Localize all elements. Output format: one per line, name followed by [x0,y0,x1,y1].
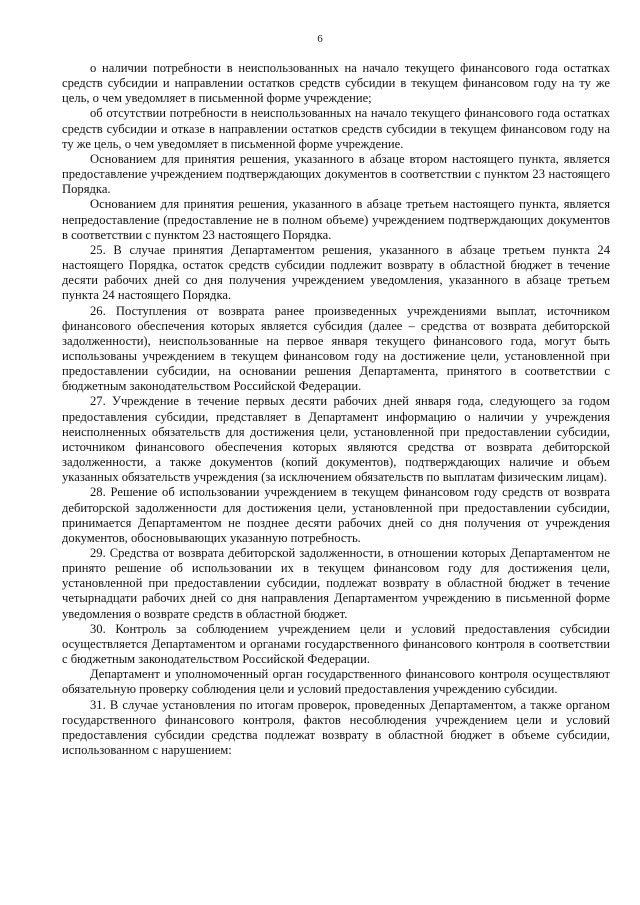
paragraph-notice-no-need: об отсутствии потребности в неиспользованных на начало текущего финансового года остатках средств субсидии и отказе в направлении остатков средств субсидии в текущем финансовом году на ту же цель, о чем уведомляет в письменной форме учреждение. [62,106,610,151]
paragraph-item-25: 25. В случае принятия Департаментом решения, указанного в абзаце третьем пункта 24 настоящего Порядка, остаток средств субсидии подлежит возврату в областной бюджет в течение десяти рабочих дней со дня получения учреждением уведомления, указанного в абзаце третьем пункта 24 настоящего Порядка. [62,242,610,303]
document-body [62,61,610,758]
paragraph-item-31: 31. В случае установления по итогам проверок, проведенных Департаментом, а также органом государственного финансового контроля, фактов несоблюдения учреждением цели и условий предоставления субсидии средства подлежат возврату в областной бюджет в объеме субсидии, использованном с нарушением: [62,697,610,758]
paragraph-notice-need: о наличии потребности в неиспользованных на начало текущего финансового года остатках средств субсидии и направлении остатков средств субсидии в текущем финансовом году на ту же цель, о чем уведомляет в письменной форме учреждение; [62,61,610,106]
paragraph-item-26: 26. Поступления от возврата ранее произведенных учреждениями выплат, источником финансового обеспечения которых является субсидия (далее – средства от возврата дебиторской задолженности), неиспользованные на первое января текущего финансового года, могут быть использованы учреждением в текущем финансовом году на достижение цели, установленной при предоставлении субсидии, на основании решения Департамента, принятого в соответствии с бюджетным законодательством Российской Федерации. [62,303,610,394]
paragraph-basis-third: Основанием для принятия решения, указанного в абзаце третьем настоящего пункта, является непредоставление (предоставление не в полном объеме) учреждением подтверждающих документов в соответствии с пунктом 23 настоящего Порядка. [62,197,610,242]
paragraph-item-28: 28. Решение об использовании учреждением в текущем финансовом году средств от возврата дебиторской задолженности для достижения цели, установленной при предоставлении субсидии, принимается Департаментом не позднее десяти рабочих дней со дня получения от учреждения документов, обосновывающих указанную потребность. [62,485,610,545]
paragraph-item-27: 27. Учреждение в течение первых десяти рабочих дней января года, следующего за годом предоставления субсидии, представляет в Департамент информацию о наличии у учреждения неисполненных обязательств для достижения цели, установленной при предоставлении субсидии, источником финансового обеспечения которых являются средства от возврата дебиторской задолженности, а также документов (копий документов), подтверждающих наличие и объем указанных обязательств учреждения (за исключением обязательств по выплатам физическим лицам). [62,394,610,485]
paragraph-basis-second: Основанием для принятия решения, указанного в абзаце втором настоящего пункта, является предоставление учреждением подтверждающих документов в соответствии с пунктом 23 настоящего Порядка. [62,151,610,197]
page-number: 6 [317,33,323,45]
paragraph-item-29: 29. Средства от возврата дебиторской задолженности, в отношении которых Департаментом не принято решение об использовании их в текущем финансовом году для достижения цели, установленной при предоставлении субсидии, подлежат возврату в областной бюджет в течение четырнадцати рабочих дней со дня направления Департаментом учреждению в письменной форме уведомления о возврате средств в областной бюджет. [62,546,610,621]
paragraph-item-30: 30. Контроль за соблюдением учреждением цели и условий предоставления субсидии осуществляется Департаментом и органами государственного финансового контроля в соответствии с бюджетным законодательством Российской Федерации. [62,621,610,667]
paragraph-item-30-control: Департамент и уполномоченный орган государственного финансового контроля осуществляют обязательную проверку соблюдения цели и условий предоставления учреждению субсидии. [62,667,610,697]
